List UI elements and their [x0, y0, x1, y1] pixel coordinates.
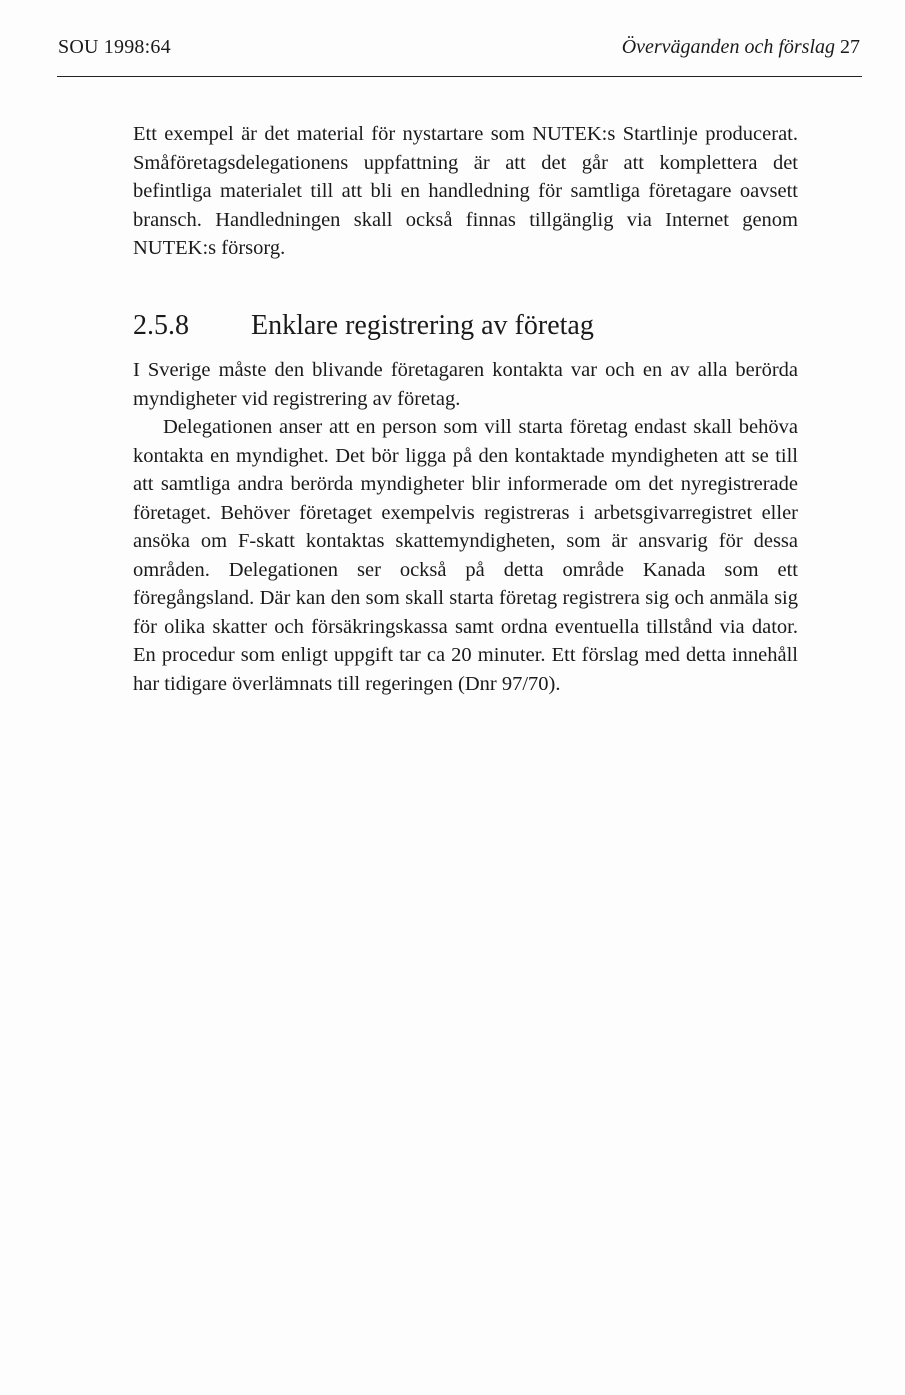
- page-header: [58, 36, 860, 68]
- report-id: SOU 1998:64: [58, 36, 171, 58]
- chapter-title: Överväganden och förslag: [621, 36, 835, 58]
- section-number: 2.5.8: [133, 310, 189, 341]
- section-title: Enklare registrering av företag: [251, 310, 594, 341]
- page-number: 27: [840, 36, 860, 58]
- body-paragraph-2: [133, 356, 798, 413]
- paragraph-text: Ett exempel är det material för nystartare som NUTEK:s Startlinje producerat. Småföretagsdelegationens uppfattning är att det går att komplettera det befintliga materialet till att bli en handledning för samtliga företagare oavsett bransch. Handledningen skall också finnas tillgänglig via Internet genom NUTEK:s försorg.: [133, 123, 798, 259]
- body-paragraph-1: [133, 120, 798, 263]
- paragraph-text: I Sverige måste den blivande företagaren kontakta var och en av alla berörda myndigheter vid registrering av företag.: [133, 359, 798, 410]
- running-title: [622, 36, 860, 59]
- header-divider: [57, 76, 862, 77]
- body-paragraph-3: [133, 413, 798, 698]
- section-heading: [133, 310, 594, 342]
- paragraph-text: Delegationen anser att en person som vill starta företag endast skall behöva kontakta en myndighet. Det bör ligga på den kontaktade myndigheten att se till att samtliga andra berörda myndigheter blir informerade om det nyregistrerade företaget. Behöver företaget exempelvis registreras i arbetsgivarregistret eller ansöka om F-skatt kontaktas skattemyndigheten, som är ansvarig för dessa områden. Delegationen ser också på detta område Kanada som ett föregångsland. Där kan den som skall starta företag registrera sig och anmäla sig för olika skatter och försäkringskassa samt ordna eventuella tillstånd via dator. En procedur som enligt uppgift tar ca 20 minuter. Ett förslag med detta innehåll har tidigare överlämnats till regeringen (Dnr 97/70).: [133, 416, 798, 695]
